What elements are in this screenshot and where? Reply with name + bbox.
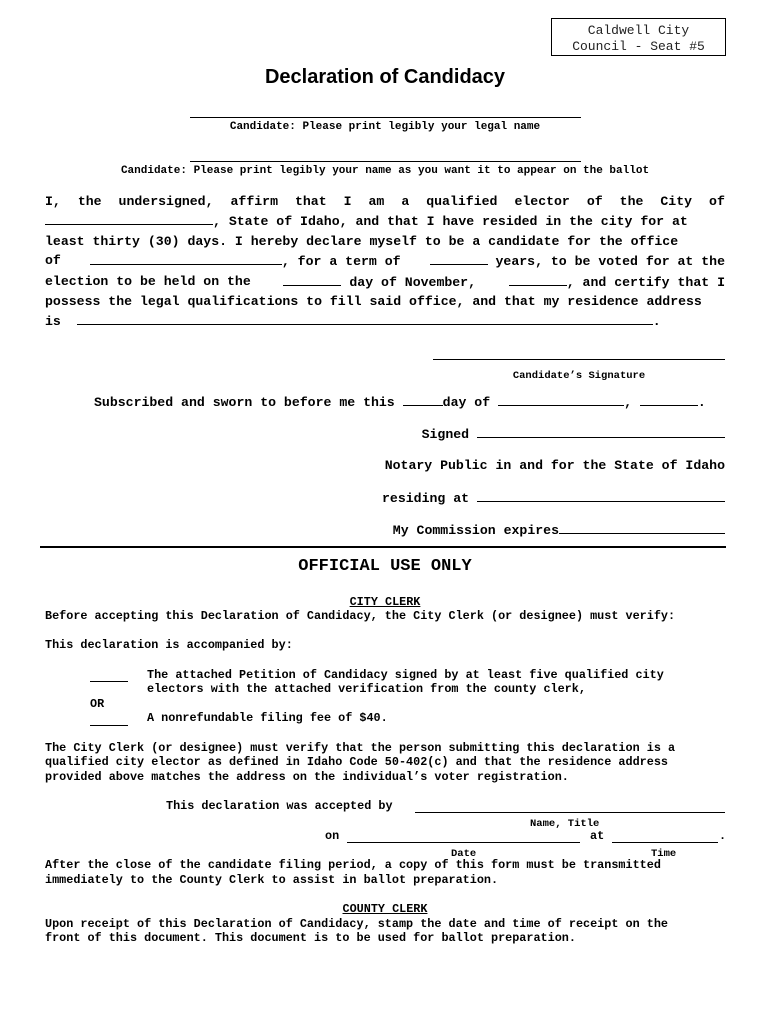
declaration-word: City xyxy=(660,194,693,209)
declaration-word: of xyxy=(586,194,603,209)
accepted-time-field[interactable] xyxy=(612,842,718,843)
certify-text: , and certify that I xyxy=(566,274,725,290)
residing-field[interactable] xyxy=(477,488,725,502)
declaration-line-6-text: possess the legal qualifications to fill said office, and that my residence address xyxy=(45,294,702,310)
accepted-by-field[interactable] xyxy=(415,812,725,813)
declaration-line-3-text: least thirty (30) days. I hereby declare myself to be a candidate for the office xyxy=(45,233,679,249)
ballot-name-caption: Candidate: Please print legibly your name as you want it to appear on the ballot xyxy=(120,165,650,177)
city-clerk-intro: Before accepting this Declaration of Candidacy, the City Clerk (or designee) must verify: xyxy=(45,609,676,623)
is-text: is xyxy=(45,314,61,330)
declaration-line-3 xyxy=(45,232,725,251)
term-years-field[interactable] xyxy=(430,251,488,265)
election-day-field[interactable] xyxy=(283,272,341,286)
or-text: OR xyxy=(90,697,105,711)
declaration-word: that xyxy=(294,194,327,209)
declaration-line-2-text: , State of Idaho, and that I have resided in the city for at xyxy=(213,214,688,230)
petition-checkbox-field[interactable] xyxy=(90,681,128,682)
city-clerk-heading: CITY CLERK xyxy=(349,595,421,609)
election-text: election to be held on the xyxy=(45,273,251,289)
commission-field[interactable] xyxy=(559,520,725,534)
declaration-line-6 xyxy=(45,292,725,311)
date-caption: Date xyxy=(451,848,477,860)
declaration-word: of xyxy=(709,194,725,209)
seat-box-line2: Council - Seat #5 xyxy=(572,39,705,54)
declaration-word: I, xyxy=(45,194,61,209)
sworn-comma: , xyxy=(624,395,632,410)
candidate-signature-caption: Candidate’s Signature xyxy=(512,370,646,382)
residence-address-field[interactable] xyxy=(77,311,653,325)
declaration-line-7 xyxy=(45,311,725,331)
ballot-name-field[interactable] xyxy=(190,161,581,162)
declaration-word: qualified xyxy=(426,194,498,209)
notary-public-text: Notary Public in and for the State of Idaho xyxy=(384,458,725,473)
declaration-line-2 xyxy=(45,211,725,231)
city-field[interactable] xyxy=(45,211,213,225)
name-title-caption: Name, Title xyxy=(530,818,600,830)
notary-signature-field[interactable] xyxy=(477,424,725,438)
sworn-text: Subscribed and sworn to before me this xyxy=(94,395,395,410)
page-title: Declaration of Candidacy xyxy=(264,66,506,88)
office-field[interactable] xyxy=(90,251,282,265)
sworn-day-field[interactable] xyxy=(403,392,443,406)
declaration-word: the xyxy=(77,194,102,209)
declaration-word: elector xyxy=(514,194,570,209)
accepted-date-field[interactable] xyxy=(347,842,580,843)
fee-checkbox-field[interactable] xyxy=(90,725,128,726)
section-divider xyxy=(40,546,726,548)
accepted-period: . xyxy=(719,829,727,843)
verify-line3: provided above matches the address on the individual’s voter registration. xyxy=(45,770,569,784)
residing-label: residing at xyxy=(382,491,470,506)
residing-row xyxy=(300,488,725,508)
declaration-line-5 xyxy=(45,272,725,292)
declaration-word: am xyxy=(368,194,385,209)
years-text: years, to be voted for at the xyxy=(495,254,725,270)
sworn-period: . xyxy=(697,395,706,410)
sworn-year-field[interactable] xyxy=(640,392,698,406)
after-close-line1: After the close of the candidate filing period, a copy of this form must be transmitted xyxy=(45,858,661,872)
candidate-signature-field[interactable] xyxy=(433,359,725,360)
period-text: . xyxy=(652,314,661,330)
option-fee: A nonrefundable filing fee of $40. xyxy=(147,711,388,725)
declaration-word: affirm xyxy=(230,194,278,209)
option-petition-line2: electors with the attached verification from the county clerk, xyxy=(147,682,586,696)
declaration-paragraph xyxy=(45,192,725,332)
county-clerk-heading: COUNTY CLERK xyxy=(342,902,428,916)
november-text: day of November, xyxy=(349,274,477,290)
verify-line2: qualified city elector as defined in Idaho Code 50-402(c) and that the residence address xyxy=(45,755,668,769)
declaration-word: a xyxy=(401,194,410,209)
legal-name-caption: Candidate: Please print legibly your legal name xyxy=(229,121,541,133)
verify-line1: The City Clerk (or designee) must verify that the person submitting this declaration is a xyxy=(45,741,676,755)
declaration-line-4 xyxy=(45,251,725,271)
sworn-line xyxy=(94,392,706,412)
commission-row xyxy=(300,520,725,540)
accepted-by-label: This declaration was accepted by xyxy=(166,799,393,813)
declaration-line-1 xyxy=(45,192,725,211)
of-text: of xyxy=(45,253,61,269)
county-clerk-line1: Upon receipt of this Declaration of Candidacy, stamp the date and time of receipt on the xyxy=(45,917,668,931)
option-petition-line1: The attached Petition of Candidacy signed by at least five qualified city xyxy=(147,668,664,682)
signed-label: Signed xyxy=(421,427,470,442)
election-year-field[interactable] xyxy=(509,272,567,286)
accompanied-text: This declaration is accompanied by: xyxy=(45,638,293,652)
sworn-month-field[interactable] xyxy=(498,392,624,406)
declaration-word: I xyxy=(343,194,352,209)
signed-row xyxy=(300,424,725,444)
after-close-line2: immediately to the County Clerk to assist in ballot preparation. xyxy=(45,873,499,887)
seat-box xyxy=(551,18,726,56)
declaration-word: the xyxy=(619,194,644,209)
official-use-header: OFFICIAL USE ONLY xyxy=(298,557,472,576)
term-text: , for a term of xyxy=(281,254,401,270)
on-label: on xyxy=(325,829,340,843)
at-label: at xyxy=(590,829,605,843)
sworn-day-text: day of xyxy=(442,395,491,410)
declaration-word: undersigned, xyxy=(118,194,214,209)
county-clerk-line2: front of this document. This document is to be used for ballot preparation. xyxy=(45,931,576,945)
commission-label: My Commission expires xyxy=(392,523,559,538)
legal-name-field[interactable] xyxy=(190,117,581,118)
seat-box-line1: Caldwell City xyxy=(587,23,690,38)
time-caption: Time xyxy=(651,848,677,860)
